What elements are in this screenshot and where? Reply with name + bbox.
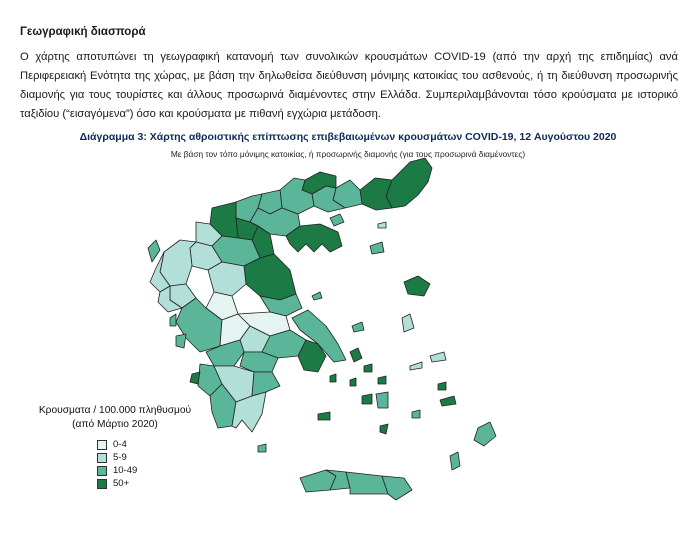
- legend-items: [97, 438, 195, 490]
- region-kefallinia: [176, 334, 186, 348]
- legend-item: [97, 451, 195, 464]
- region-lefkada: [170, 314, 176, 326]
- map-legend: [35, 404, 195, 490]
- region-kea: [330, 374, 336, 382]
- region-ikaria: [410, 362, 422, 370]
- region-irakleio: [346, 472, 388, 494]
- region-zakynthos: [190, 372, 200, 384]
- legend-swatch: [97, 453, 107, 463]
- region-thira: [380, 424, 388, 434]
- region-chios: [402, 314, 414, 332]
- region-rodos: [474, 422, 496, 446]
- region-thasos: [330, 214, 344, 226]
- legend-title: [35, 404, 195, 432]
- region-limnos: [370, 242, 384, 254]
- legend-swatch: [97, 466, 107, 476]
- legend-title-line1: Κρουσματα / 100.000 πληθυσμού: [38, 405, 192, 416]
- description-paragraph: Ο χάρτης αποτυπώνει τη γεωγραφική κατανομή των συνολικών κρουσμάτων COVID-19 (από την αρχή της επιδημίας) ανά Περιφερειακή Ενότητα της χώρας, με βάση την δηλωθείσα διεύθυνση μόνιμης κατοικίας του ασθενούς, ή τη διεύθυνση προσωρινής διαμονής για τους τουρίστες και άλλους προσωρινά διαμένοντες στην Ελλάδα. Συμπεριλαμβάνονται τόσο κρούσματα με ιστορικό ταξιδίου (“εισαγόμενα”) όσο και κρούσματα με πιθανή εγχώρια μετάδοση.: [20, 51, 678, 120]
- region-syros: [350, 378, 356, 386]
- region-evros: [386, 158, 432, 208]
- legend-label: 0-4: [113, 439, 127, 450]
- legend-swatch: [97, 479, 107, 489]
- legend-item: [97, 464, 195, 477]
- region-kythira: [258, 444, 266, 452]
- region-kerkyra: [148, 240, 160, 262]
- region-kalymnos: [438, 382, 446, 390]
- region-naxos: [376, 392, 388, 408]
- region-paros: [362, 394, 372, 404]
- region-tinos: [364, 364, 372, 372]
- region-lesvos: [404, 276, 430, 296]
- region-trikala: [208, 262, 246, 296]
- region-astypalaia: [412, 410, 420, 418]
- legend-swatch: [97, 440, 107, 450]
- legend-label: 10-49: [113, 465, 138, 476]
- region-lasithi: [382, 476, 412, 500]
- legend-label: 50+: [113, 478, 130, 489]
- region-kos: [440, 396, 456, 406]
- region-samos: [430, 352, 446, 362]
- legend-label: 5-9: [113, 452, 127, 463]
- legend-item: [97, 438, 195, 451]
- region-milos: [318, 412, 330, 420]
- region-andros: [350, 348, 362, 362]
- legend-title-line2: (από Μάρτιο 2020): [72, 419, 158, 430]
- region-samothraki: [378, 222, 386, 228]
- region-karpathos: [450, 452, 460, 470]
- legend-item: [97, 477, 195, 490]
- region-sporades: [312, 292, 322, 300]
- region-mykonos: [378, 376, 386, 384]
- section-heading: Γεωγραφική διασπορά: [20, 26, 146, 38]
- map-title: Διάγραμμα 3: Χάρτης αθροιστικής επίπτωσης επιβεβαιωμένων κρουσμάτων COVID-19, 12 Αυγούστου 2020: [79, 131, 617, 143]
- region-skyros: [352, 322, 364, 332]
- map-subtitle: Με βάση τον τόπο μόνιμης κατοικίας, ή προσωρινής διαμονής (για τους προσωρινά διαμένοντες): [170, 149, 526, 159]
